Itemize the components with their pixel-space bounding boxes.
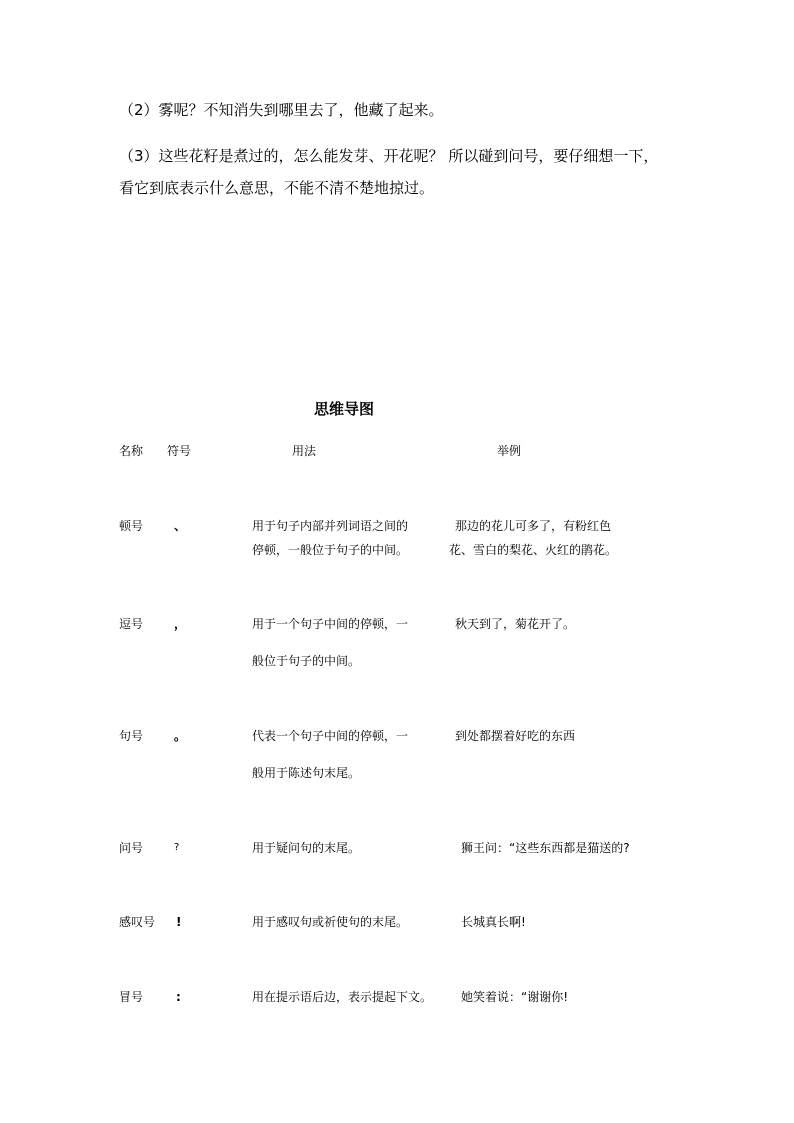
row-example-line-1: 她笑着说：“谢谢你! xyxy=(461,990,569,1004)
row-usage-line-1: 用于一个句子中间的停顿，一 xyxy=(252,617,409,631)
row-usage-line-1: 用于疑问句的末尾。 xyxy=(252,841,361,855)
row-example-line-1: 秋天到了，菊花开了。 xyxy=(455,617,576,631)
row-usage-line-1: 用在提示语后边，表示提起下文。 xyxy=(252,990,433,1004)
paragraph-2: （2）雾呢？不知消失到哪里去了，他藏了起来。 xyxy=(119,101,444,119)
header-symbol: 符号 xyxy=(167,444,192,458)
row-example-line-2: 花、雪白的梨花、火红的鹃花。 xyxy=(449,543,618,557)
row-example-line-1: 到处都摆着好吃的东西 xyxy=(455,729,576,743)
row-usage-line-1: 用于感叹句或祈使句的末尾。 xyxy=(252,915,409,929)
row-usage-line-2: 般位于句子的中间。 xyxy=(252,654,361,668)
row-symbol: 、 xyxy=(174,519,187,533)
header-name: 名称 xyxy=(119,444,144,458)
row-symbol: : xyxy=(176,990,181,1004)
mindmap-title: 思维导图 xyxy=(313,400,374,418)
row-name: 问号 xyxy=(119,841,144,855)
row-usage-line-1: 用于句子内部并列词语之间的 xyxy=(252,519,409,533)
paragraph-3-line-2: 看它到底表示什么意思，不能不清不楚地掠过。 xyxy=(119,179,435,197)
row-example-line-1: 狮王问：“这些东西都是猫送的? xyxy=(461,841,630,855)
row-example-line-1: 长城真长啊! xyxy=(461,915,526,929)
row-symbol: ， xyxy=(174,617,187,631)
row-symbol: ? xyxy=(174,842,180,853)
paragraph-3-line-1: （3）这些花籽是煮过的，怎么能发芽、开花呢？ 所以碰到问号，要仔细想一下， xyxy=(119,147,659,165)
header-usage: 用法 xyxy=(292,444,317,458)
row-name: 冒号 xyxy=(119,990,144,1004)
row-symbol: ! xyxy=(176,915,182,929)
row-name: 顿号 xyxy=(119,519,144,533)
row-name: 逗号 xyxy=(119,617,144,631)
row-symbol: 。 xyxy=(174,729,187,743)
row-usage-line-1: 代表一个句子中间的停顿，一 xyxy=(252,729,409,743)
row-example-line-1: 那边的花儿可多了，有粉红色 xyxy=(455,519,612,533)
header-example: 举例 xyxy=(497,444,522,458)
row-name: 句号 xyxy=(119,729,144,743)
row-usage-line-2: 般用于陈述句末尾。 xyxy=(252,766,361,780)
row-name: 感叹号 xyxy=(119,915,156,929)
row-usage-line-2: 停顿，一般位于句子的中间。 xyxy=(252,543,409,557)
